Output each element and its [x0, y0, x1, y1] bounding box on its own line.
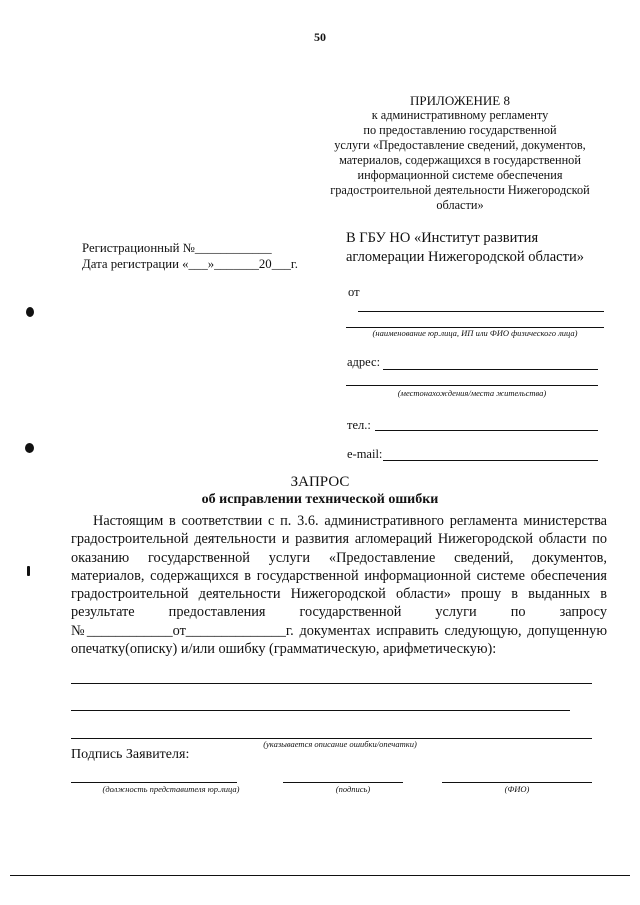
email-line[interactable]: [383, 460, 598, 461]
error-line-2[interactable]: [71, 710, 570, 711]
appendix-line: градостроительной деятельности Нижегородской: [330, 183, 590, 197]
request-paragraph: Настоящим в соответствии с п. 3.6. административного регламента министерства градостроительной деятельности и развития агломераций Нижегородской области по оказанию государственной услуги «Предоставление сведений, документов, материалов, содержащихся в государственной информационной системе обеспечения градостроительной деятельности Нижегородской области» прошу в выданных в результате предоставления государственной услуги по запросу №____________от______________г. документах исправить следующую, допущенную опечатку(описку) и/или ошибку (грамматическую, арифметическую):: [71, 513, 607, 658]
request-subtitle: об исправлении технической ошибки: [201, 492, 439, 507]
recipient: [346, 229, 584, 267]
appendix-line: материалов, содержащихся в государственной: [339, 153, 581, 167]
registration-date: Дата регистрации «___»_______20___г.: [82, 257, 298, 271]
from-caption: (наименование юр.лица, ИП или ФИО физического лица): [372, 328, 578, 338]
signature-position-line[interactable]: [71, 782, 237, 783]
appendix-line: услуги «Предоставление сведений, документов,: [334, 138, 586, 152]
signature-name-caption: (ФИО): [504, 784, 530, 794]
signature-position-caption: (должность представителя юр.лица): [102, 784, 240, 794]
error-line-1[interactable]: [71, 683, 592, 684]
request-title: ЗАПРОС: [290, 474, 350, 490]
recipient-line-2: агломерации Нижегородской области»: [346, 249, 584, 265]
phone-line[interactable]: [375, 430, 598, 431]
appendix-title: ПРИЛОЖЕНИЕ 8: [410, 93, 510, 108]
scan-mark: [26, 307, 34, 317]
appendix-line: информационной системе обеспечения: [357, 168, 563, 182]
error-caption: (указывается описание ошибки/опечатки): [263, 739, 417, 749]
scan-mark: [27, 566, 30, 576]
address-line-1[interactable]: [383, 369, 598, 370]
phone-label: тел.:: [347, 418, 371, 432]
appendix-line: по предоставлению государственной: [363, 123, 557, 137]
from-label: от: [348, 285, 360, 299]
appendix-line: к административному регламенту: [371, 108, 549, 122]
signature-sign-line[interactable]: [283, 782, 403, 783]
signature-label: Подпись Заявителя:: [71, 747, 190, 762]
request-body: [71, 512, 607, 658]
address-caption: (местонахождения/места жительства): [397, 388, 547, 398]
signature-name-line[interactable]: [442, 782, 592, 783]
signature-sign-caption: (подпись): [335, 784, 371, 794]
from-line-1[interactable]: [358, 311, 604, 312]
registration-block: [82, 240, 298, 272]
appendix-header: [300, 93, 620, 213]
address-line-2[interactable]: [346, 385, 598, 386]
bottom-rule: [10, 875, 630, 876]
appendix-line: области»: [436, 198, 484, 212]
scan-mark: [25, 443, 34, 453]
page-number: 50: [314, 30, 326, 44]
address-label: адрес:: [347, 355, 381, 369]
email-label: e-mail:: [347, 447, 383, 461]
recipient-line-1: В ГБУ НО «Институт развития: [346, 230, 539, 246]
registration-number: Регистрационный №____________: [82, 241, 272, 255]
